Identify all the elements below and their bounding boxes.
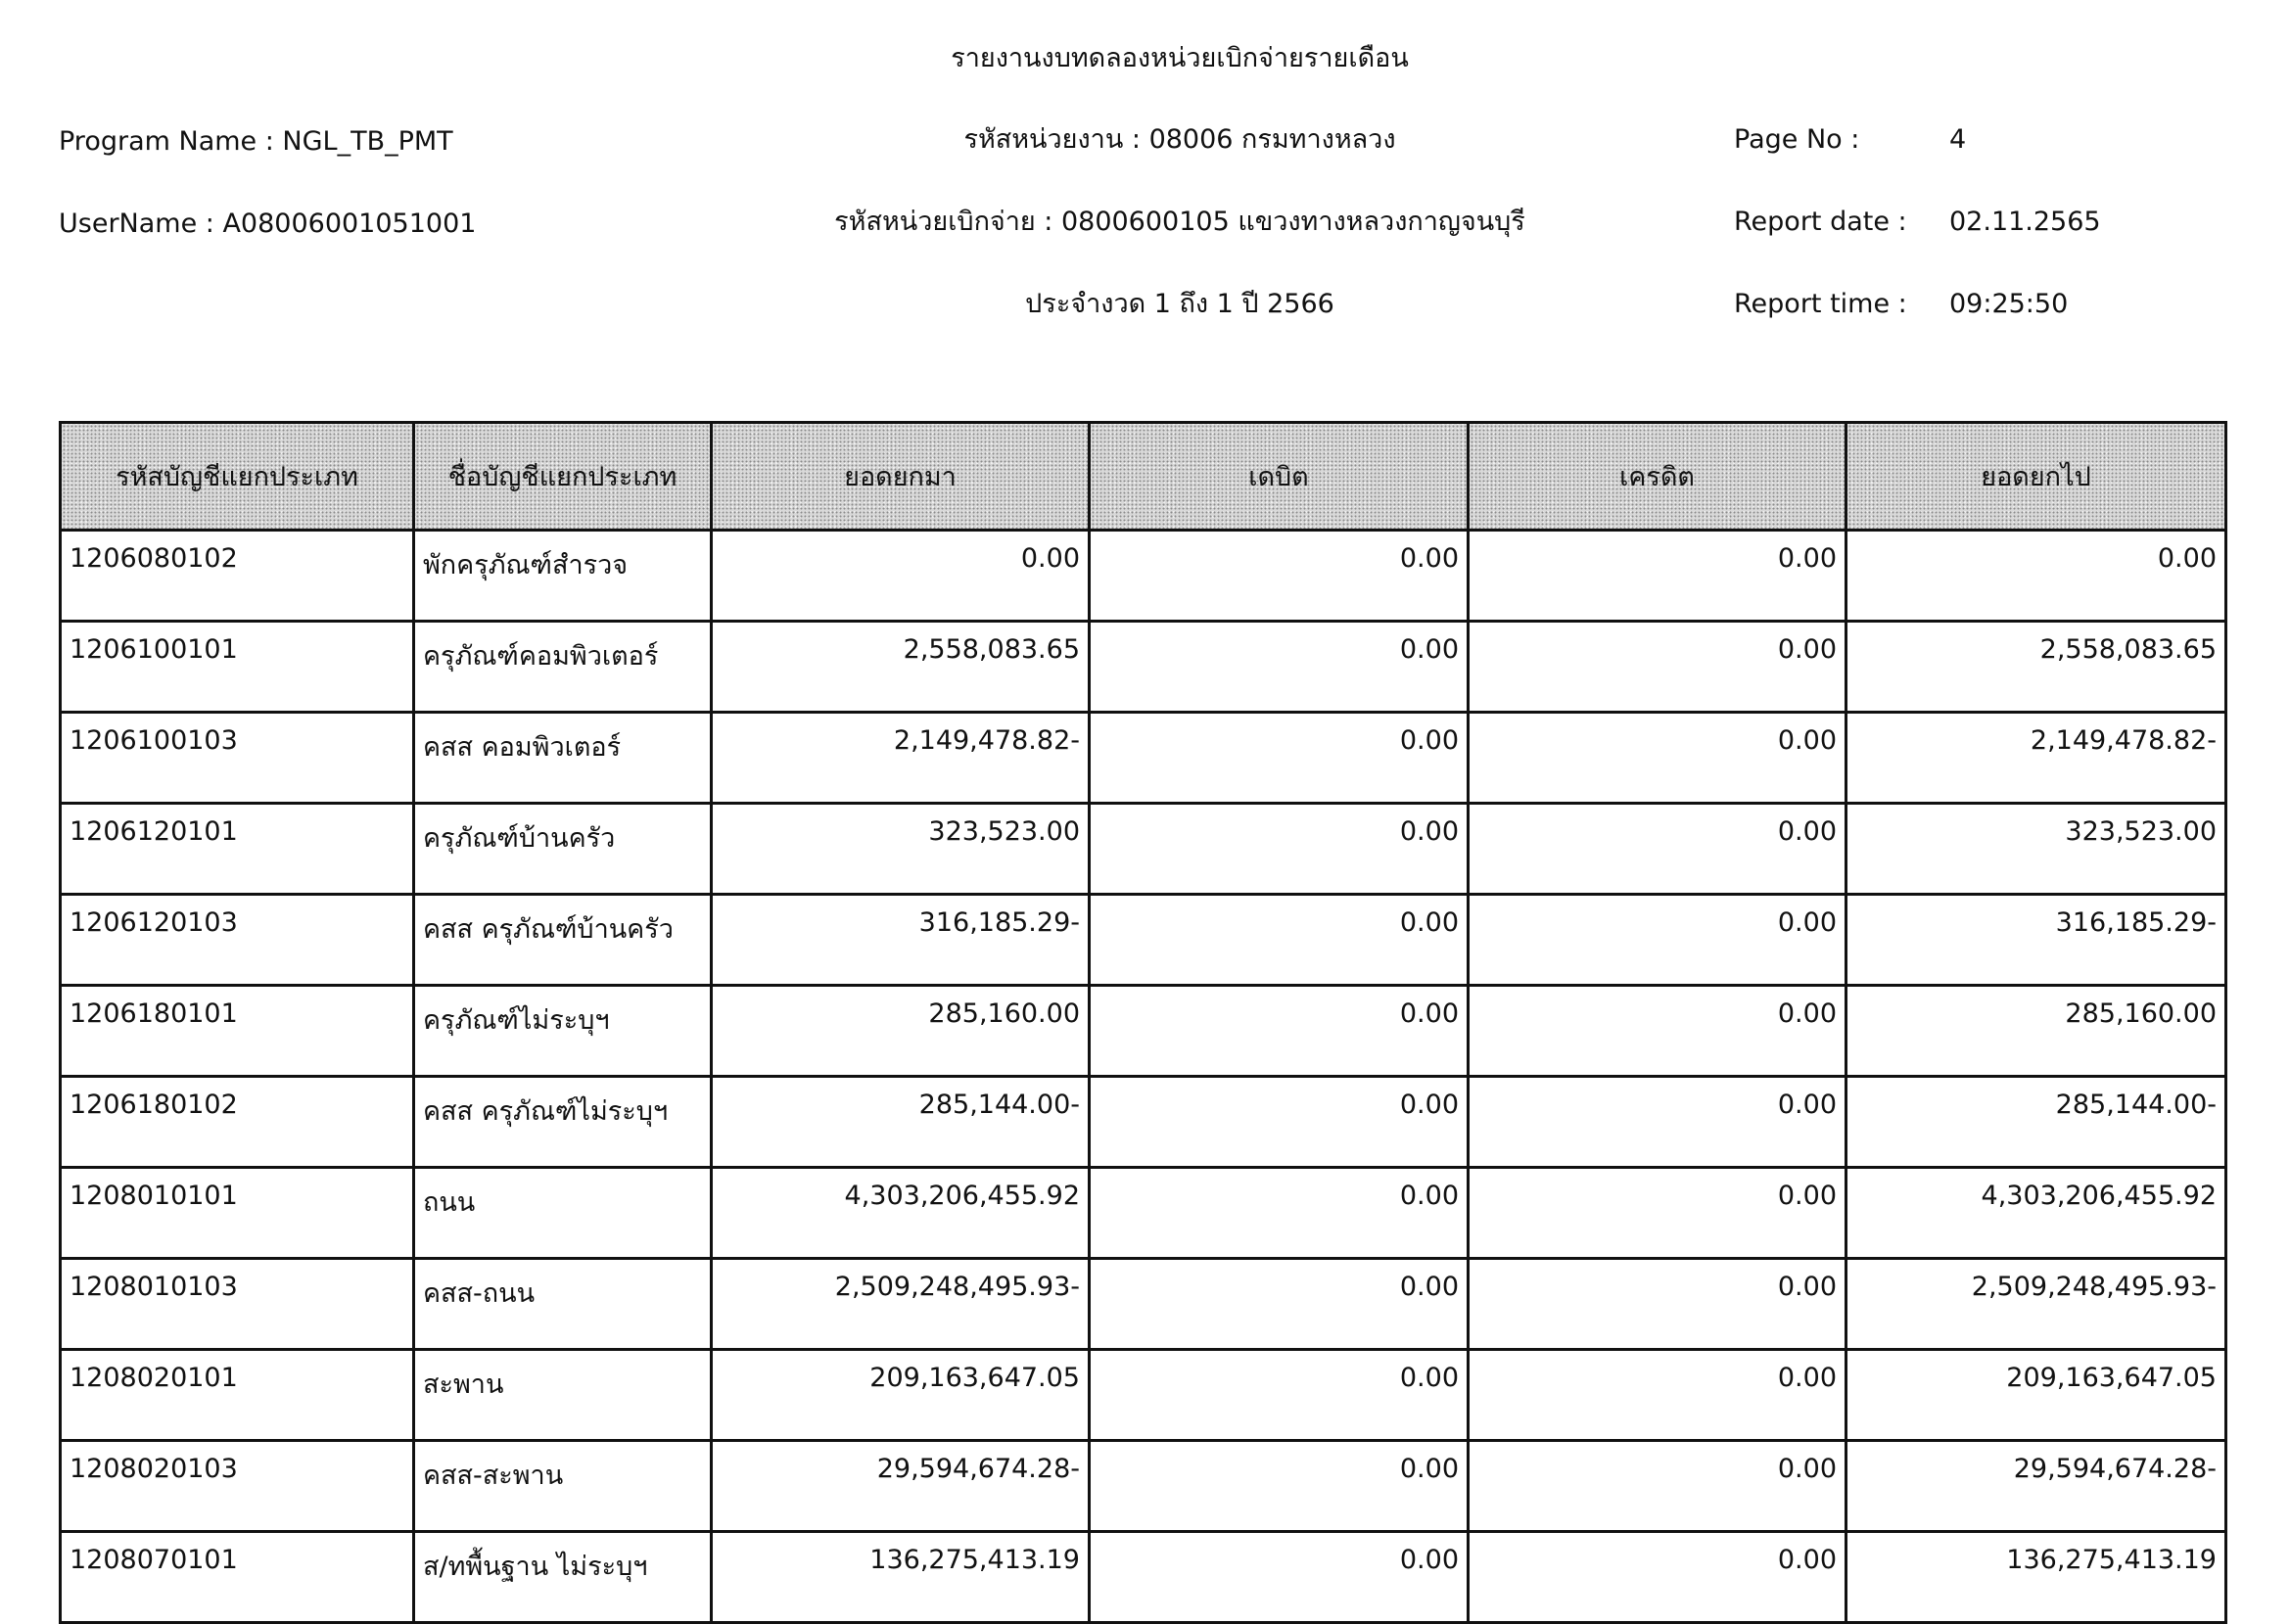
cell-credit: 0.00 [1469, 986, 1846, 1077]
cell-carried-forward: 0.00 [1846, 531, 2226, 622]
cell-account-name: พักครุภัณฑ์สำรวจ [414, 531, 712, 622]
cell-brought-forward: 136,275,413.19 [712, 1532, 1090, 1623]
cell-account-code: 1208020103 [61, 1441, 414, 1532]
cell-account-name: คสส-สะพาน [414, 1441, 712, 1532]
table-header-row [61, 423, 2226, 531]
table-row [61, 1441, 2226, 1532]
cell-debit: 0.00 [1090, 531, 1469, 622]
table-row [61, 1077, 2226, 1168]
cell-debit: 0.00 [1090, 986, 1469, 1077]
cell-account-code: 1206100101 [61, 622, 414, 713]
cell-brought-forward: 2,509,248,495.93- [712, 1259, 1090, 1350]
table-row [61, 986, 2226, 1077]
table-row [61, 622, 2226, 713]
cell-brought-forward: 209,163,647.05 [712, 1350, 1090, 1441]
report-title: รายงานงบทดลองหน่วยเบิกจ่ายรายเดือน [951, 43, 1409, 73]
table-row [61, 1168, 2226, 1259]
cell-debit: 0.00 [1090, 1532, 1469, 1623]
cell-debit: 0.00 [1090, 895, 1469, 986]
cell-credit: 0.00 [1469, 895, 1846, 986]
cell-account-name: คสส-ถนน [414, 1259, 712, 1350]
disbursing-unit: รหัสหน่วยเบิกจ่าย : 0800600105 แขวงทางหลวงกาญจนบุรี [834, 207, 1525, 237]
cell-debit: 0.00 [1090, 622, 1469, 713]
cell-credit: 0.00 [1469, 713, 1846, 804]
cell-account-code: 1206180101 [61, 986, 414, 1077]
agency-code: รหัสหน่วยงาน : 08006 กรมทางหลวง [963, 124, 1396, 155]
cell-brought-forward: 2,149,478.82- [712, 713, 1090, 804]
cell-brought-forward: 0.00 [712, 531, 1090, 622]
cell-credit: 0.00 [1469, 622, 1846, 713]
trial-balance-table [59, 421, 2227, 1624]
cell-account-name: ครุภัณฑ์ไม่ระบุฯ [414, 986, 712, 1077]
table-row [61, 1532, 2226, 1623]
cell-carried-forward: 285,144.00- [1846, 1077, 2226, 1168]
cell-brought-forward: 2,558,083.65 [712, 622, 1090, 713]
page-no-value: 4 [1949, 124, 1967, 155]
cell-carried-forward: 316,185.29- [1846, 895, 2226, 986]
cell-credit: 0.00 [1469, 1259, 1846, 1350]
table-row [61, 713, 2226, 804]
cell-brought-forward: 323,523.00 [712, 804, 1090, 895]
user-name: UserName : A08006001051001 [59, 209, 477, 239]
cell-carried-forward: 2,509,248,495.93- [1846, 1259, 2226, 1350]
cell-account-code: 1206100103 [61, 713, 414, 804]
cell-debit: 0.00 [1090, 1259, 1469, 1350]
cell-brought-forward: 316,185.29- [712, 895, 1090, 986]
cell-account-code: 1206120101 [61, 804, 414, 895]
report-date-value: 02.11.2565 [1949, 207, 2101, 237]
cell-account-name: ครุภัณฑ์บ้านครัว [414, 804, 712, 895]
header-account-code: รหัสบัญชีแยกประเภท [61, 423, 414, 531]
cell-account-name: คสส ครุภัณฑ์บ้านครัว [414, 895, 712, 986]
cell-credit: 0.00 [1469, 1077, 1846, 1168]
cell-debit: 0.00 [1090, 1077, 1469, 1168]
cell-account-code: 1208070101 [61, 1532, 414, 1623]
cell-account-name: ถนน [414, 1168, 712, 1259]
cell-carried-forward: 2,558,083.65 [1846, 622, 2226, 713]
cell-account-name: คสส คอมพิวเตอร์ [414, 713, 712, 804]
cell-brought-forward: 285,160.00 [712, 986, 1090, 1077]
table-row [61, 895, 2226, 986]
cell-debit: 0.00 [1090, 804, 1469, 895]
header-account-name: ชื่อบัญชีแยกประเภท [414, 423, 712, 531]
report-time-label: Report time : [1734, 289, 1907, 319]
cell-carried-forward: 29,594,674.28- [1846, 1441, 2226, 1532]
report-date-label: Report date : [1734, 207, 1907, 237]
cell-credit: 0.00 [1469, 531, 1846, 622]
cell-account-name: คสส ครุภัณฑ์ไม่ระบุฯ [414, 1077, 712, 1168]
period: ประจำงวด 1 ถึง 1 ปี 2566 [1025, 289, 1334, 319]
table-row [61, 531, 2226, 622]
table-row [61, 804, 2226, 895]
cell-carried-forward: 209,163,647.05 [1846, 1350, 2226, 1441]
cell-account-code: 1208010101 [61, 1168, 414, 1259]
cell-debit: 0.00 [1090, 1441, 1469, 1532]
header-credit: เครดิต [1469, 423, 1846, 531]
cell-debit: 0.00 [1090, 713, 1469, 804]
cell-carried-forward: 323,523.00 [1846, 804, 2226, 895]
cell-credit: 0.00 [1469, 1532, 1846, 1623]
program-name: Program Name : NGL_TB_PMT [59, 126, 453, 157]
cell-carried-forward: 285,160.00 [1846, 986, 2226, 1077]
header-carried-forward: ยอดยกไป [1846, 423, 2226, 531]
cell-account-code: 1206180102 [61, 1077, 414, 1168]
page-no-label: Page No : [1734, 124, 1860, 155]
cell-brought-forward: 29,594,674.28- [712, 1441, 1090, 1532]
cell-brought-forward: 4,303,206,455.92 [712, 1168, 1090, 1259]
cell-account-code: 1208020101 [61, 1350, 414, 1441]
cell-account-name: ส/ทพื้นฐาน ไม่ระบุฯ [414, 1532, 712, 1623]
cell-credit: 0.00 [1469, 804, 1846, 895]
cell-account-name: ครุภัณฑ์คอมพิวเตอร์ [414, 622, 712, 713]
cell-debit: 0.00 [1090, 1350, 1469, 1441]
cell-account-code: 1206080102 [61, 531, 414, 622]
cell-credit: 0.00 [1469, 1350, 1846, 1441]
header-brought-forward: ยอดยกมา [712, 423, 1090, 531]
cell-credit: 0.00 [1469, 1441, 1846, 1532]
table-row [61, 1259, 2226, 1350]
cell-carried-forward: 2,149,478.82- [1846, 713, 2226, 804]
cell-brought-forward: 285,144.00- [712, 1077, 1090, 1168]
cell-account-code: 1208010103 [61, 1259, 414, 1350]
report-time-value: 09:25:50 [1949, 289, 2069, 319]
table-row [61, 1350, 2226, 1441]
cell-account-name: สะพาน [414, 1350, 712, 1441]
cell-carried-forward: 4,303,206,455.92 [1846, 1168, 2226, 1259]
cell-credit: 0.00 [1469, 1168, 1846, 1259]
header-debit: เดบิต [1090, 423, 1469, 531]
cell-account-code: 1206120103 [61, 895, 414, 986]
cell-carried-forward: 136,275,413.19 [1846, 1532, 2226, 1623]
cell-debit: 0.00 [1090, 1168, 1469, 1259]
